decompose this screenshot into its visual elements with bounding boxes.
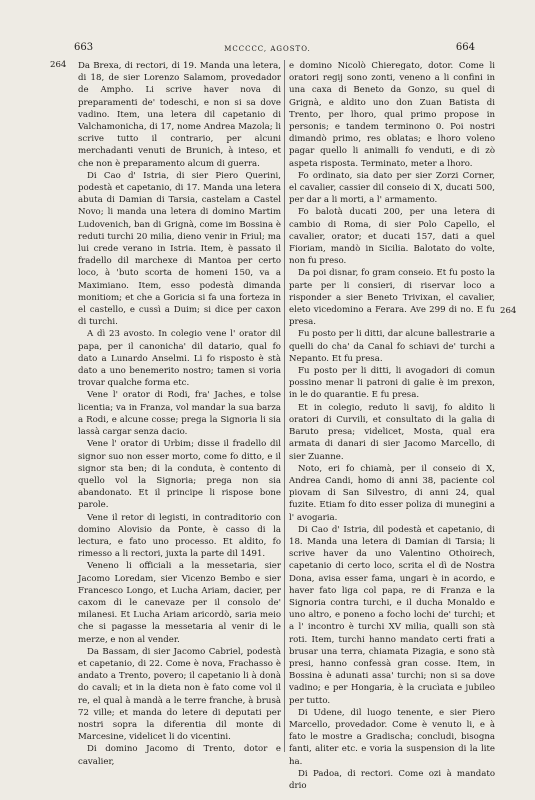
paragraph: Fo ordinato, sia dato per sier Zorzi Corner, el cavalier, cassier dil conseio di X, ducati 500, per dar a li morti, a l' armamento. (289, 170, 495, 206)
margin-number-right: 264 (500, 306, 517, 316)
column-divider (284, 60, 285, 752)
paragraph: Di Udene, dil luogo tenente, e sier Piero Marcello, provedador. Come è venuto li, e à fato le mostre a Gradischa; concludi, bisogna fanti, aliter etc. e voria la suspension di la lite ha. (289, 707, 495, 767)
paragraph: Fu posto per li ditti, li avogadori di comun possino menar li patroni di galie è im prexon, in le do quarantie. E fu presa. (289, 366, 495, 401)
left-page-number: 663 (74, 42, 94, 53)
paragraph: Da Bassam, di sier Jacomo Cabriel, podestà et capetanio, di 22. Come è nova, Frachasso è andato a Trento, povero; il capetanio li à donà do cavali; et in la dieta non è fato come vol il re, el qual à mandà a le terre franche, à brusà 72 ville; et manda do letere di deputati per nostri sopra la diferentia dil monte di Marcesine, videlicet li do vicentini. (78, 646, 281, 743)
paragraph: A dì 23 avosto. In colegio vene l' orator dil papa, per il canonicha' dil datario, qual fo dato a Lunardo Anselmi. Li fo risposto è stà dato a uno benemerito nostro; tamen si voria trovar qualche forma etc. (78, 329, 281, 389)
right-column (289, 60, 495, 792)
paragraph: Di Cao d' Istria, dil podestà et capetanio, di 18. Manda una letera di Damian di Tarsia; li scrive haver da uno Valentino Othoirech, capetanio di certo loco, scrita el dì de Nostra Dona, avisa esser fama, ungari è in acordo, e haver fato liga col papa, re di Franza e la Signoria contra turchi, e il ducha Monaldo e uno altro, e poneno a focho lochi de' turchi; et a l' incontro è turchi XV milia, qualli son stà roti. Item, turchi hanno mandato certi frati a brusar una terra, chiamata Pizagia, e sono stà presi, hanno confessà gran cosse. Item, in Bossina è adunati assa' turchi; non si sa dove vadino; e per Hongaria, è la crucìata e jubileo per tutto. (289, 524, 495, 706)
margin-number-left: 264 (50, 60, 67, 70)
paragraph: Veneno li officiali a la messetaria, sier Jacomo Loredam, sier Vicenzo Bembo e sier Francesco Longo, et Lucha Ariam, dacier, per caxom di le canevaze per il consolo de' milanesi. Et Lucha Ariam aricordò, saria meio che si pagasse la messetaria al venir di le merze, e non al vender. (78, 561, 281, 645)
right-page-number: 664 (455, 42, 475, 53)
paragraph: Vene il retor di legisti, in contraditorio con domino Alovisio da Ponte, è casso di la lectura, e fato uno processo. Et aldito, fo rimesso a li rectori, juxta la parte dil 1491. (78, 512, 281, 560)
paragraph: Fu posto per li ditti, dar alcune ballestrarie a quelli do cha' da Canal fo schiavi de' turchi a Nepanto. Et fu presa. (289, 329, 495, 364)
paragraph: Da Brexa, di rectori, di 19. Manda una letera, di 18, de sier Lorenzo Salamom, provedador de Ampho. Li scrive haver nova di preparamenti de' todeschi, e non si sa dove vadino. Item, una letera dil capetanio di Valchamonicha, di 17, nome Andrea Mazola; li scrive tutto il contrario, per alcuni merchadanti venuti de Brunich, à inteso, et che non è preparamento alcum di guerra. (78, 61, 281, 169)
paragraph: Fo balotà ducati 200, per una letera di cambio di Roma, di sier Polo Capello, el cavalier, orator; et ducati 157, dati a quel Fioriam, mandò in Sicilia. Balotato do volte, non fu preso. (289, 207, 495, 267)
paragraph: Noto, eri fo chiamà, per il conseio di X, Andrea Candi, homo di anni 38, paciente col piovam di San Silvestro, di anni 24, qual fuzite. Etiam fo dito esser poliza di munegini a l' avogaria. (289, 463, 495, 523)
paragraph: Di domino Jacomo di Trento, dotor e cavalier, (78, 744, 281, 767)
paragraph: Di Padoa, di rectori. Come ozi à mandato drio (289, 768, 495, 791)
paragraph: Di Cao d' Istria, di sier Piero Querini, podestà et capetanio, di 17. Manda una letera abuta di Damian di Tarsia, castelam a Castel Novo; li manda una letera di domino Martim Ludovenich, ban di Grignà, come im Bossina è reduti turchi 20 milia, dieno venir in Friul; ma lui crede verano in Istria. Item, è passato il fradello dil marchexe di Mantoa per certo loco, à 'buto scorta de homeni 150, va a Maximiano. Item, esso podestà dimanda monitiom; et che a Goricia si fa una forteza in el castello, e cussì a Duim; si dice per caxon di turchi. (78, 170, 281, 328)
paragraph: Vene l' orator di Urbim; disse il fradello dil signor suo non esser morto, come fo ditto, e il signor sta ben; di la conduta, è contento di quello vol la Signoria; prega non sia abandonato. Et il principe li rispose bone parole. (78, 439, 281, 511)
paragraph: e domino Nicolò Chieregato, dotor. Come li oratori regij sono zonti, veneno a li confini in una caxa di Beneto da Gonzo, su quel di Grignà, e aldito uno don Zuan Batista di Trento, per lhoro, qual primo propose in personis; e tandem terminono 0. Poi nostri dimandò primo, res oblatas; e lhoro voleno pagar quello li animalli fo venduti, e di zò aspeta risposta. Terminato, meter a lhoro. (289, 61, 495, 169)
running-header: MCCCCC, AGOSTO. (224, 45, 311, 53)
left-column (78, 60, 281, 768)
paragraph: Vene l' orator di Rodi, fra' Jaches, e tolse licentia; va in Franza, vol mandar la sua barza a Rodi, e alcune cosse; prega la Signoria li sia lassà cargar senza dacio. (78, 390, 281, 438)
paragraph: Et in colegio, reduto li savij, fo aldito li oratori di Curvili, et consultato di la galia di Baruto presa; videlicet, Mosta, qual era armata di danari di sier Jacomo Marcello, di sier Zuanne. (289, 402, 495, 462)
paragraph: Da poi disnar, fo gram conseio. Et fu posto la parte per li consieri, di riservar loco a risponder a sier Beneto Trivixan, el cavalier, eleto vicedomino a Ferara. Ave 299 di no. E fu presa. (289, 268, 495, 328)
